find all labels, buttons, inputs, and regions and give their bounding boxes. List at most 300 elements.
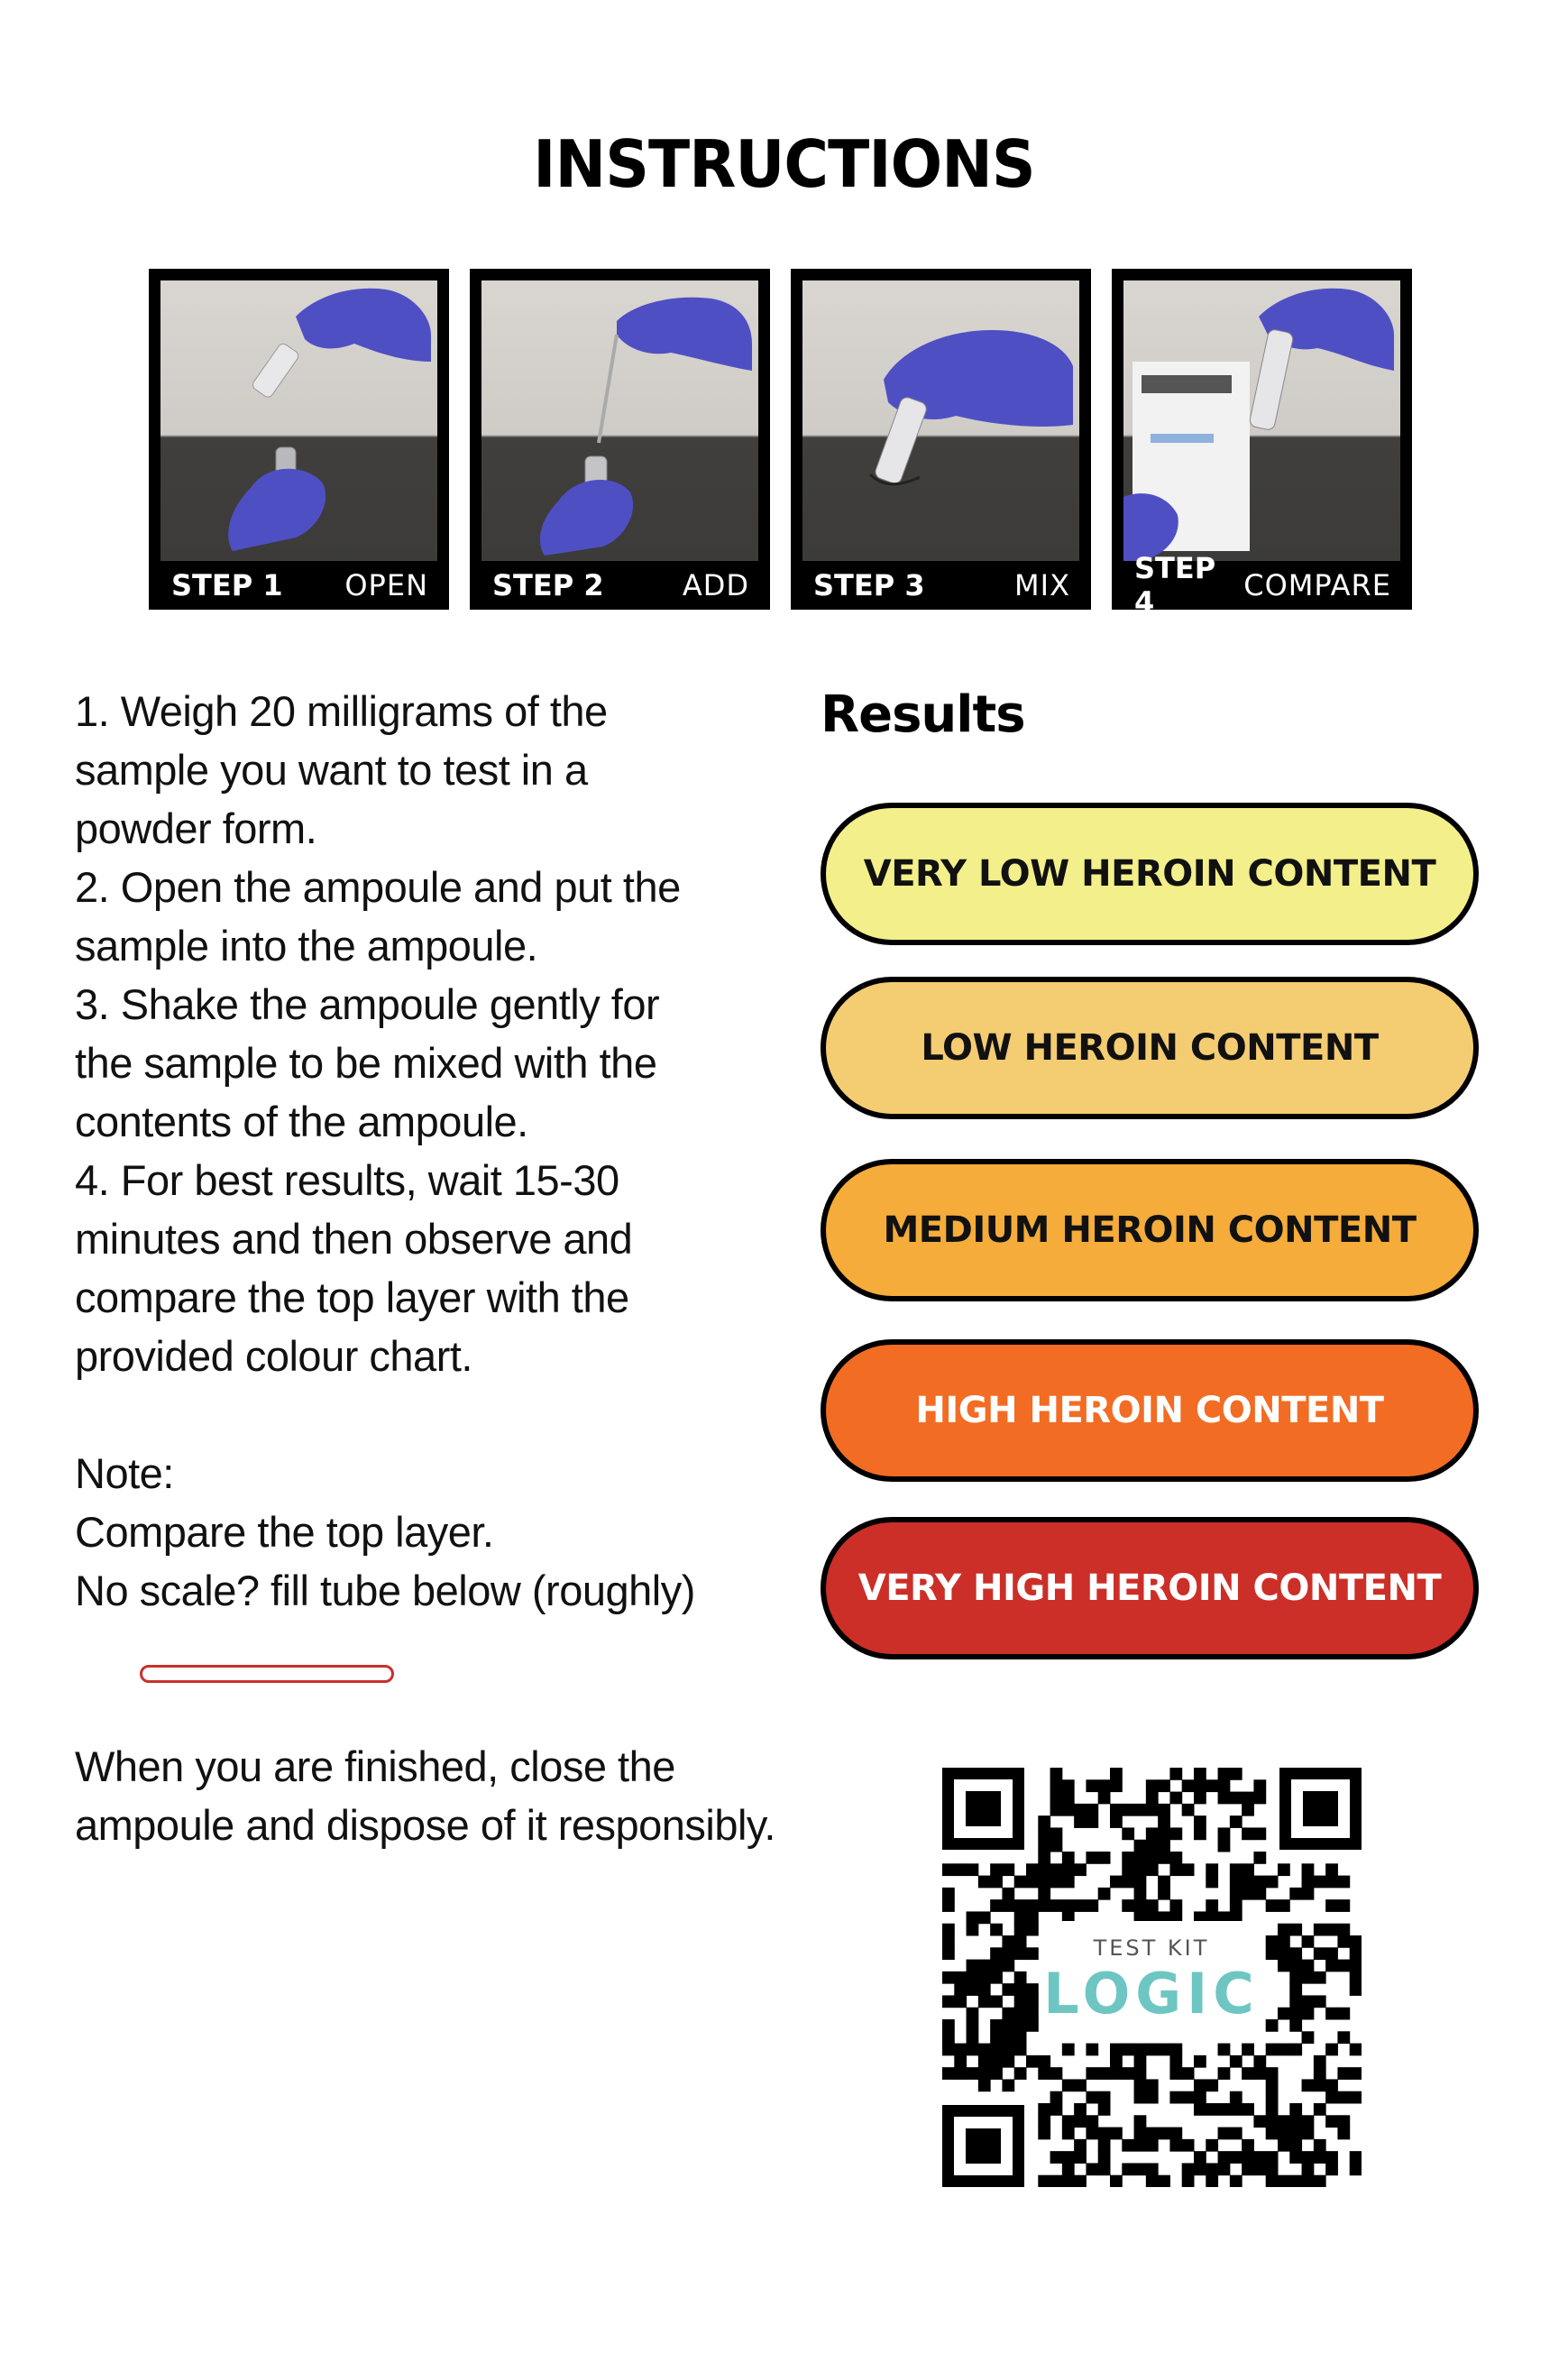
qr-module xyxy=(1325,2151,1338,2164)
qr-module xyxy=(1289,1960,1302,1972)
qr-module xyxy=(1062,2163,1075,2175)
qr-module xyxy=(1026,1911,1039,1924)
qr-module xyxy=(1002,1960,1014,1972)
qr-module xyxy=(1325,1960,1338,1972)
qr-module xyxy=(1086,2115,1098,2128)
qr-module xyxy=(1206,1876,1218,1889)
qr-module xyxy=(1350,1972,1362,1984)
finish-line: ampoule and dispose of it responsibly. xyxy=(75,1801,775,1849)
step-2-action: ADD xyxy=(682,568,749,602)
qr-module xyxy=(1098,2151,1111,2164)
qr-module xyxy=(1134,1852,1147,1864)
result-label: VERY LOW HEROIN CONTENT xyxy=(863,853,1436,895)
qr-module xyxy=(1314,1876,1326,1889)
qr-module xyxy=(1350,1960,1362,1972)
qr-brand-top: TEST KIT xyxy=(1093,1935,1210,1961)
qr-module xyxy=(1038,1888,1050,1900)
qr-module xyxy=(1218,2044,1231,2056)
qr-module xyxy=(942,2044,955,2056)
step-1-action: OPEN xyxy=(344,568,428,602)
qr-module xyxy=(1134,2067,1147,2080)
note-heading: Note: xyxy=(75,1449,174,1497)
qr-module xyxy=(1158,1876,1170,1889)
qr-module xyxy=(1146,1899,1159,1912)
qr-module xyxy=(1158,1852,1170,1864)
qr-module xyxy=(1302,1935,1315,1948)
qr-finder-top-left xyxy=(942,1768,1024,1850)
qr-module xyxy=(1086,2091,1098,2104)
qr-module xyxy=(1278,1899,1290,1912)
instruction-line: 2. Open the ampoule and put the xyxy=(75,863,681,911)
qr-module xyxy=(1302,2128,1315,2140)
qr-module xyxy=(967,2067,979,2080)
qr-module xyxy=(1014,1935,1027,1948)
qr-module xyxy=(1110,2067,1123,2080)
instruction-line: compare the top layer with the xyxy=(75,1273,629,1321)
qr-module xyxy=(1062,1899,1075,1912)
qr-module xyxy=(1074,2151,1087,2164)
qr-module xyxy=(1266,1876,1279,1889)
qr-module xyxy=(1038,1840,1050,1852)
qr-module xyxy=(1026,1899,1039,1912)
qr-module xyxy=(942,1899,955,1912)
qr-module xyxy=(1050,1876,1063,1889)
qr-module xyxy=(1302,1876,1315,1889)
qr-module xyxy=(1038,2128,1050,2140)
qr-module xyxy=(1169,1827,1182,1840)
qr-module xyxy=(1302,2008,1315,2020)
qr-module xyxy=(1146,2044,1159,2056)
qr-module xyxy=(1110,2175,1123,2187)
qr-module xyxy=(967,1983,979,1996)
qr-module xyxy=(1350,2163,1362,2175)
qr-module xyxy=(1266,2163,1279,2175)
qr-module xyxy=(1086,2128,1098,2140)
qr-module xyxy=(942,1935,955,1948)
qr-module xyxy=(967,1924,979,1936)
qr-module xyxy=(1146,2128,1159,2140)
qr-module xyxy=(1062,1876,1075,1889)
qr-module xyxy=(1278,1924,1290,1936)
qr-module xyxy=(1050,1863,1063,1876)
step-1-photo xyxy=(160,280,437,561)
qr-module xyxy=(1122,1899,1134,1912)
result-label: VERY HIGH HEROIN CONTENT xyxy=(857,1567,1442,1609)
qr-module xyxy=(1134,2163,1147,2175)
qr-module xyxy=(1230,1863,1242,1876)
qr-module xyxy=(1289,1983,1302,1996)
qr-module xyxy=(1218,1768,1231,1780)
qr-module xyxy=(1289,1947,1302,1960)
result-high xyxy=(821,1339,1479,1482)
qr-module xyxy=(1314,1924,1326,1936)
qr-module xyxy=(942,2019,955,2032)
step-4-card xyxy=(1112,269,1412,620)
qr-module xyxy=(1026,1863,1039,1876)
qr-module xyxy=(1074,1899,1087,1912)
finish-text xyxy=(75,1737,886,1854)
qr-module xyxy=(1325,1947,1338,1960)
step-2-number: STEP 2 xyxy=(492,568,604,602)
qr-module xyxy=(1350,1983,1362,1996)
qr-module xyxy=(1134,1863,1147,1876)
qr-module xyxy=(1194,1792,1206,1805)
qr-module xyxy=(1278,2044,1290,2056)
qr-module xyxy=(1146,1792,1159,1805)
qr-module xyxy=(1182,2091,1195,2104)
qr-module xyxy=(1169,1899,1182,1912)
result-medium xyxy=(821,1159,1479,1301)
qr-module xyxy=(1289,1995,1302,2008)
qr-module xyxy=(1098,2163,1111,2175)
qr-module xyxy=(1278,2008,1290,2020)
qr-module xyxy=(1074,2175,1087,2187)
qr-module xyxy=(1146,2139,1159,2152)
qr-module xyxy=(954,1972,967,1984)
qr-module xyxy=(1230,1876,1242,1889)
qr-module xyxy=(990,1947,1003,1960)
qr-module xyxy=(978,1960,991,1972)
qr-module xyxy=(1194,2091,1206,2104)
instruction-line: the sample to be mixed with the xyxy=(75,1039,657,1087)
qr-module xyxy=(1266,2175,1279,2187)
qr-module xyxy=(1169,1852,1182,1864)
qr-module xyxy=(1230,2151,1242,2164)
qr-module xyxy=(1038,2103,1050,2116)
qr-module xyxy=(1098,2067,1111,2080)
qr-module xyxy=(978,2044,991,2056)
qr-module xyxy=(942,1947,955,1960)
qr-module xyxy=(1314,2067,1326,2080)
qr-module xyxy=(1062,2044,1075,2056)
qr-module xyxy=(1253,2055,1266,2068)
qr-module xyxy=(1314,2139,1326,2152)
qr-module xyxy=(1146,2163,1159,2175)
qr-module xyxy=(1146,1827,1159,1840)
qr-module xyxy=(1337,1876,1350,1889)
qr-module xyxy=(1062,2128,1075,2140)
qr-module xyxy=(1350,2044,1362,2056)
instruction-line: minutes and then observe and xyxy=(75,1215,633,1263)
qr-module xyxy=(1206,1779,1218,1792)
qr-module xyxy=(1194,1779,1206,1792)
qr-module xyxy=(1337,1924,1350,1936)
qr-module xyxy=(1002,2008,1014,2020)
qr-module xyxy=(1146,1852,1159,1864)
qr-module xyxy=(1289,2139,1302,2152)
qr-module xyxy=(1014,2067,1027,2080)
qr-module xyxy=(1038,2175,1050,2187)
qr-module xyxy=(1253,2115,1266,2128)
qr-module xyxy=(1314,1947,1326,1960)
qr-module xyxy=(1242,1827,1254,1840)
qr-module xyxy=(1146,1804,1159,1816)
qr-module xyxy=(1314,1972,1326,1984)
qr-module xyxy=(1337,2128,1350,2140)
qr-module xyxy=(1278,1960,1290,1972)
qr-module xyxy=(1158,1815,1170,1828)
qr-module xyxy=(1062,2115,1075,2128)
qr-module xyxy=(1289,2019,1302,2032)
qr-module xyxy=(1134,1876,1147,1889)
qr-module xyxy=(1218,1827,1231,1840)
qr-module xyxy=(1242,2044,1254,2056)
qr-module xyxy=(1002,1888,1014,1900)
qr-module xyxy=(1182,2163,1195,2175)
step-1-number: STEP 1 xyxy=(171,568,283,602)
qr-module xyxy=(1206,2175,1218,2187)
results-heading: Results xyxy=(821,685,1025,744)
qr-module xyxy=(1074,2139,1087,2152)
qr-module xyxy=(1038,1815,1050,1828)
qr-module xyxy=(1134,2055,1147,2068)
qr-module xyxy=(1314,2079,1326,2091)
qr-module xyxy=(1182,2175,1195,2187)
qr-module xyxy=(1325,1924,1338,1936)
qr-module xyxy=(942,1995,955,2008)
qr-module xyxy=(1074,2079,1087,2091)
qr-module xyxy=(1194,2151,1206,2164)
qr-module xyxy=(1134,1888,1147,1900)
qr-module xyxy=(1122,1804,1134,1816)
qr-module xyxy=(1014,1972,1027,1984)
qr-module xyxy=(1289,2128,1302,2140)
qr-module xyxy=(1242,1863,1254,1876)
qr-code[interactable] xyxy=(942,1768,1362,2187)
qr-module xyxy=(1337,2091,1350,2104)
qr-module xyxy=(1194,1768,1206,1780)
qr-module xyxy=(1002,2019,1014,2032)
qr-module xyxy=(1146,1863,1159,1876)
qr-module xyxy=(1182,2139,1195,2152)
qr-module xyxy=(1314,2175,1326,2187)
qr-module xyxy=(1325,2091,1338,2104)
qr-module xyxy=(1134,1899,1147,1912)
qr-module xyxy=(978,1972,991,1984)
qr-module xyxy=(967,2044,979,2056)
qr-module xyxy=(1266,1935,1279,1948)
qr-module xyxy=(1206,2139,1218,2152)
qr-module xyxy=(1002,1947,1014,1960)
qr-module xyxy=(1182,1804,1195,1816)
qr-module xyxy=(942,2067,955,2080)
qr-module xyxy=(1086,2163,1098,2175)
step-2-photo xyxy=(481,280,758,561)
qr-module xyxy=(1038,1863,1050,1876)
qr-module xyxy=(1266,2044,1279,2056)
qr-module xyxy=(1302,2031,1315,2044)
qr-module xyxy=(1158,2044,1170,2056)
qr-module xyxy=(1026,1924,1039,1936)
step-3-action: MIX xyxy=(1014,568,1070,602)
qr-module xyxy=(1206,2103,1218,2116)
qr-module xyxy=(1014,1983,1027,1996)
qr-module xyxy=(967,1960,979,1972)
qr-module xyxy=(1110,1779,1123,1792)
instruction-line: powder form. xyxy=(75,804,317,852)
qr-module xyxy=(967,1911,979,1924)
qr-module xyxy=(1289,1888,1302,1900)
qr-module xyxy=(1325,2163,1338,2175)
qr-module xyxy=(1230,2055,1242,2068)
qr-module xyxy=(942,2031,955,2044)
qr-module xyxy=(1194,2163,1206,2175)
qr-module xyxy=(1169,2067,1182,2080)
instruction-line: sample you want to test in a xyxy=(75,746,588,794)
qr-module xyxy=(1218,1792,1231,1805)
qr-module xyxy=(1110,1815,1123,1828)
qr-module xyxy=(978,2067,991,2080)
result-label: MEDIUM HEROIN CONTENT xyxy=(883,1209,1417,1251)
qr-module xyxy=(1146,1840,1159,1852)
qr-module xyxy=(967,2008,979,2020)
qr-module xyxy=(1337,2031,1350,2044)
qr-module xyxy=(1230,1899,1242,1912)
qr-module xyxy=(990,1972,1003,1984)
qr-module xyxy=(1062,2079,1075,2091)
qr-module xyxy=(1026,2008,1039,2020)
qr-module xyxy=(1325,1863,1338,1876)
qr-module xyxy=(1026,1983,1039,1996)
qr-module xyxy=(1325,1876,1338,1889)
qr-module xyxy=(1062,2151,1075,2164)
qr-module xyxy=(942,1888,955,1900)
result-very-high xyxy=(821,1517,1479,1659)
qr-module xyxy=(954,1863,967,1876)
qr-module xyxy=(954,1983,967,1996)
qr-module xyxy=(1182,1863,1195,1876)
page-title: INSTRUCTIONS xyxy=(533,126,1035,202)
qr-module xyxy=(990,1995,1003,2008)
qr-module xyxy=(1038,2067,1050,2080)
qr-module xyxy=(990,2067,1003,2080)
qr-module xyxy=(1206,1899,1218,1912)
qr-module xyxy=(1242,1804,1254,1816)
qr-module xyxy=(1266,2115,1279,2128)
qr-module xyxy=(990,2019,1003,2032)
qr-module xyxy=(1014,1899,1027,1912)
qr-module xyxy=(1122,1852,1134,1864)
qr-module xyxy=(1014,2019,1027,2032)
fill-tube-outline xyxy=(140,1665,394,1683)
qr-module xyxy=(1289,1924,1302,1936)
qr-module xyxy=(1314,2103,1326,2116)
qr-module xyxy=(1218,2151,1231,2164)
step-3-card xyxy=(791,269,1091,610)
qr-module xyxy=(1230,2103,1242,2116)
qr-module xyxy=(1289,1972,1302,1984)
qr-module xyxy=(1266,1899,1279,1912)
qr-module xyxy=(1086,2044,1098,2056)
qr-module xyxy=(1337,1935,1350,1948)
qr-module xyxy=(1302,2151,1315,2164)
qr-module xyxy=(990,2031,1003,2044)
qr-module xyxy=(978,2055,991,2068)
qr-module xyxy=(1158,1804,1170,1816)
qr-module xyxy=(1014,1911,1027,1924)
qr-module xyxy=(1002,2055,1014,2068)
qr-module xyxy=(1266,2103,1279,2116)
qr-module xyxy=(1098,1792,1111,1805)
qr-module xyxy=(1038,1852,1050,1864)
qr-module xyxy=(1253,2163,1266,2175)
qr-module xyxy=(1146,2079,1159,2091)
qr-module xyxy=(1026,1947,1039,1960)
qr-module xyxy=(1242,2067,1254,2080)
result-label: LOW HEROIN CONTENT xyxy=(921,1027,1379,1069)
qr-module xyxy=(1134,2091,1147,2104)
qr-module xyxy=(1169,2128,1182,2140)
qr-module xyxy=(1230,1768,1242,1780)
qr-module xyxy=(1350,2067,1362,2080)
result-label: HIGH HEROIN CONTENT xyxy=(915,1390,1384,1431)
qr-module xyxy=(1314,2055,1326,2068)
qr-module xyxy=(967,1972,979,1984)
qr-module xyxy=(1038,2115,1050,2128)
qr-module xyxy=(1230,2091,1242,2104)
qr-module xyxy=(1050,1792,1063,1805)
qr-module xyxy=(1098,1888,1111,1900)
qr-module xyxy=(1062,1792,1075,1805)
qr-module xyxy=(1098,2103,1111,2116)
qr-module xyxy=(1002,2031,1014,2044)
qr-module xyxy=(1002,1863,1014,1876)
qr-module xyxy=(1302,2175,1315,2187)
note-line: No scale? fill tube below (roughly) xyxy=(75,1567,695,1614)
qr-module xyxy=(1194,2055,1206,2068)
qr-module xyxy=(1074,2115,1087,2128)
qr-module xyxy=(1266,2151,1279,2164)
qr-module xyxy=(1278,2115,1290,2128)
qr-module xyxy=(1302,2115,1315,2128)
step-4-number: STEP 4 xyxy=(1134,551,1216,620)
qr-module xyxy=(1350,1947,1362,1960)
qr-module xyxy=(967,2031,979,2044)
qr-module xyxy=(1050,1804,1063,1816)
qr-module xyxy=(1122,1876,1134,1889)
qr-module xyxy=(1062,1779,1075,1792)
qr-finder-bottom-left xyxy=(942,2105,1024,2187)
qr-module xyxy=(1134,2128,1147,2140)
qr-module xyxy=(1242,2103,1254,2116)
qr-module xyxy=(1014,1947,1027,1960)
qr-module xyxy=(954,1995,967,2008)
qr-module xyxy=(1169,1863,1182,1876)
qr-module xyxy=(1014,2044,1027,2056)
qr-module xyxy=(967,2019,979,2032)
qr-module xyxy=(1266,2067,1279,2080)
qr-module xyxy=(1026,2019,1039,2032)
qr-module xyxy=(1194,1815,1206,1828)
qr-module xyxy=(1266,1947,1279,1960)
qr-module xyxy=(1062,1852,1075,1864)
qr-brand-logo: LOGIC xyxy=(1043,1961,1260,2027)
qr-module xyxy=(1242,2151,1254,2164)
qr-module xyxy=(1158,1888,1170,1900)
qr-module xyxy=(1050,2067,1063,2080)
qr-module xyxy=(1122,1863,1134,1876)
qr-module xyxy=(1014,2008,1027,2020)
qr-module xyxy=(990,2044,1003,2056)
qr-module xyxy=(1062,1804,1075,1816)
qr-module xyxy=(1050,2175,1063,2187)
qr-module xyxy=(1253,1888,1266,1900)
qr-module xyxy=(1146,1779,1159,1792)
qr-module xyxy=(978,1995,991,2008)
qr-module xyxy=(1110,2044,1123,2056)
qr-module xyxy=(1050,2151,1063,2164)
qr-module xyxy=(1050,1827,1063,1840)
